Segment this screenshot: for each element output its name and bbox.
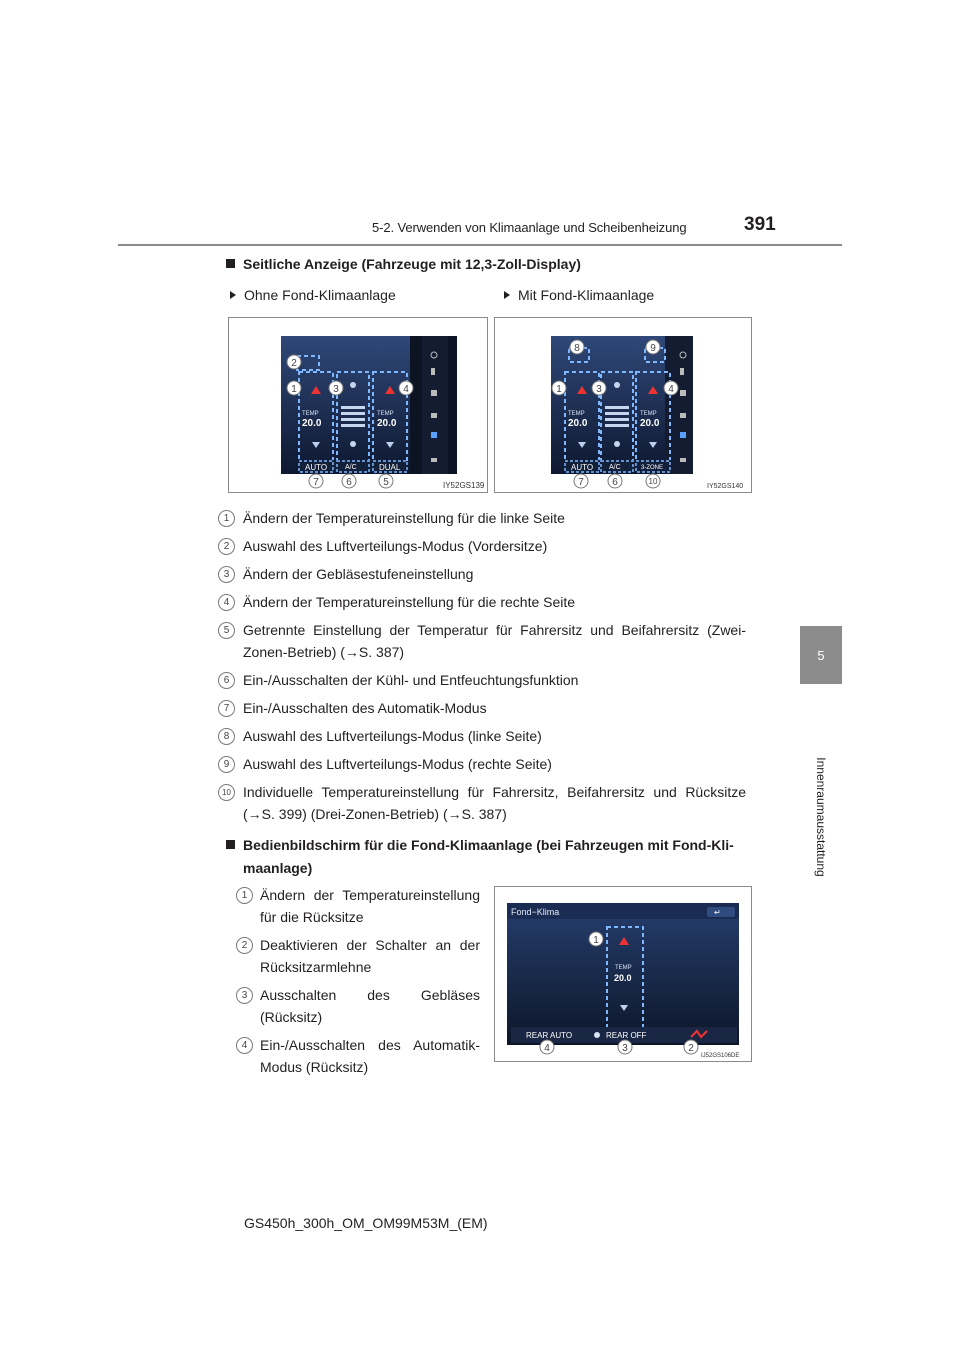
rear-callout-item-1 — [236, 884, 480, 928]
rear-callout-item-3 — [236, 984, 480, 1028]
svg-text:TEMP: TEMP — [640, 411, 657, 417]
svg-text:20.0: 20.0 — [302, 418, 322, 429]
callout-item-5 — [218, 619, 746, 663]
callout-item-4 — [218, 591, 746, 613]
callout-item-7 — [218, 697, 746, 719]
triangle-bullet-icon — [230, 291, 236, 299]
rear-off-label: REAR OFF — [606, 1031, 647, 1040]
svg-text:A/C: A/C — [609, 464, 621, 471]
callout-item-9 — [218, 753, 746, 775]
svg-text:8: 8 — [574, 343, 580, 354]
svg-text:A/C: A/C — [345, 464, 357, 471]
callout-description: Ändern der Temperatureinstellung für die linke Seite — [243, 510, 565, 526]
svg-text:2: 2 — [688, 1043, 694, 1054]
svg-text:3: 3 — [333, 384, 339, 395]
callout-description: Ändern der Gebläsestufeneinstellung — [243, 566, 474, 582]
callout-description: Ändern der Temperatureinstellung für die Rücksitze — [260, 887, 480, 925]
svg-text:3-ZONE: 3-ZONE — [641, 465, 664, 471]
svg-text:9: 9 — [650, 343, 656, 354]
square-bullet-icon — [226, 259, 235, 268]
svg-text:TEMP: TEMP — [568, 411, 585, 417]
screen-title: Fond−Klima — [511, 907, 560, 917]
callout-number: 1 — [236, 887, 253, 904]
svg-text:20.0: 20.0 — [614, 973, 632, 983]
chapter-label: Innenraumausstattung — [814, 757, 828, 877]
callout-description: Auswahl des Luftverteilungs-Modus (linke Seite) — [243, 728, 542, 744]
figure-rear-climate-screen — [494, 886, 752, 1062]
svg-text:7: 7 — [578, 477, 584, 488]
climate-screen-right — [495, 318, 751, 492]
callout-number: 4 — [218, 594, 235, 611]
svg-text:DUAL: DUAL — [379, 463, 401, 472]
callout-description: Ein-/Ausschalten des Automatik-Modus — [243, 700, 487, 716]
callout-number: 9 — [218, 756, 235, 773]
callout-number: 4 — [236, 1037, 253, 1054]
callout-item-8 — [218, 725, 746, 747]
svg-text:1: 1 — [556, 384, 562, 395]
svg-text:5: 5 — [383, 477, 389, 488]
square-bullet-icon — [226, 840, 235, 849]
svg-text:20.0: 20.0 — [377, 418, 397, 429]
callout-description: Auswahl des Luftverteilungs-Modus (Vordersitze) — [243, 538, 548, 554]
rear-callout-item-2 — [236, 934, 480, 978]
svg-text:1: 1 — [593, 935, 599, 946]
callout-number: 2 — [218, 538, 235, 555]
svg-text:4: 4 — [403, 384, 409, 395]
figure-code: IY52GS140 — [707, 483, 744, 490]
callout-number: 8 — [218, 728, 235, 745]
svg-text:TEMP: TEMP — [377, 411, 394, 417]
svg-text:3: 3 — [622, 1043, 628, 1054]
svg-text:AUTO: AUTO — [305, 463, 328, 472]
svg-text:1: 1 — [291, 384, 297, 395]
svg-text:3: 3 — [596, 384, 602, 395]
svg-text:20.0: 20.0 — [568, 418, 588, 429]
svg-text:10: 10 — [648, 477, 658, 486]
callout-item-3 — [218, 563, 746, 585]
svg-text:AUTO: AUTO — [571, 463, 594, 472]
callout-description: Ein-/Ausschalten der Kühl- und Entfeuchtungsfunktion — [243, 672, 579, 688]
callout-number: 10 — [218, 784, 235, 801]
callout-description: Getrennte Einstellung der Temperatur für Fahrersitz und Beifahrersitz (Zwei-Zonen-Betrieb) (→S. 387) — [243, 622, 746, 660]
triangle-bullet-icon — [504, 291, 510, 299]
back-icon[interactable]: ↵ — [714, 908, 721, 917]
callout-item-1 — [218, 507, 746, 529]
left-figure-caption: Ohne Fond-Klimaanlage — [230, 287, 396, 303]
svg-text:4: 4 — [668, 384, 674, 395]
callout-item-2 — [218, 535, 746, 557]
callout-number: 1 — [218, 510, 235, 527]
callout-number: 2 — [236, 937, 253, 954]
temp-label: TEMP — [302, 411, 319, 417]
rear-auto-label: REAR AUTO — [526, 1031, 573, 1040]
callout-number: 6 — [218, 672, 235, 689]
callout-description: Individuelle Temperatureinstellung für Fahrersitz, Beifahrersitz und Rücksitze (→S. 399) (Drei-Zonen-Betrieb) (→S. 387) — [243, 784, 746, 822]
figure-code: IJ52GS106DE — [701, 1053, 740, 1059]
callout-description: Deaktivieren der Schalter an der Rücksitzarmlehne — [260, 937, 480, 975]
callout-description: Auswahl des Luftverteilungs-Modus (rechte Seite) — [243, 756, 552, 772]
svg-text:TEMP: TEMP — [615, 965, 632, 971]
callout-description: Ausschalten des Gebläses (Rücksitz) — [260, 987, 480, 1025]
svg-text:7: 7 — [313, 477, 319, 488]
chapter-tab: 5 — [800, 626, 842, 684]
svg-text:6: 6 — [612, 477, 618, 488]
section2-heading: Bedienbildschirm für die Fond-Klimaanlage (bei Fahrzeugen mit Fond-Kli- maanlage) — [226, 834, 746, 880]
svg-text:6: 6 — [346, 477, 352, 488]
svg-text:2: 2 — [291, 358, 297, 369]
callout-number: 3 — [218, 566, 235, 583]
callout-number: 5 — [218, 622, 235, 639]
rear-climate-screen — [495, 887, 751, 1061]
figure-with-rear-ac — [494, 317, 752, 493]
callout-item-6 — [218, 669, 746, 691]
svg-text:20.0: 20.0 — [640, 418, 660, 429]
callout-number: 7 — [218, 700, 235, 717]
callout-description: Ein-/Ausschalten des Automatik-Modus (Rücksitz) — [260, 1037, 480, 1075]
section-heading: Seitliche Anzeige (Fahrzeuge mit 12,3-Zoll-Display) — [226, 256, 581, 272]
figure-without-rear-ac — [228, 317, 488, 493]
right-figure-caption: Mit Fond-Klimaanlage — [504, 287, 654, 303]
header-rule — [118, 244, 842, 246]
figure-code: IY52GS139 — [443, 481, 485, 490]
climate-screen-left — [229, 318, 487, 492]
svg-text:4: 4 — [544, 1043, 550, 1054]
page-number: 391 — [744, 214, 776, 235]
rear-callout-item-4 — [236, 1034, 480, 1078]
running-header-title: 5-2. Verwenden von Klimaanlage und Scheibenheizung — [372, 220, 687, 235]
callout-item-10 — [218, 781, 746, 825]
footer-code: GS450h_300h_OM_OM99M53M_(EM) — [244, 1215, 488, 1231]
callout-description: Ändern der Temperatureinstellung für die rechte Seite — [243, 594, 576, 610]
callout-number: 3 — [236, 987, 253, 1004]
